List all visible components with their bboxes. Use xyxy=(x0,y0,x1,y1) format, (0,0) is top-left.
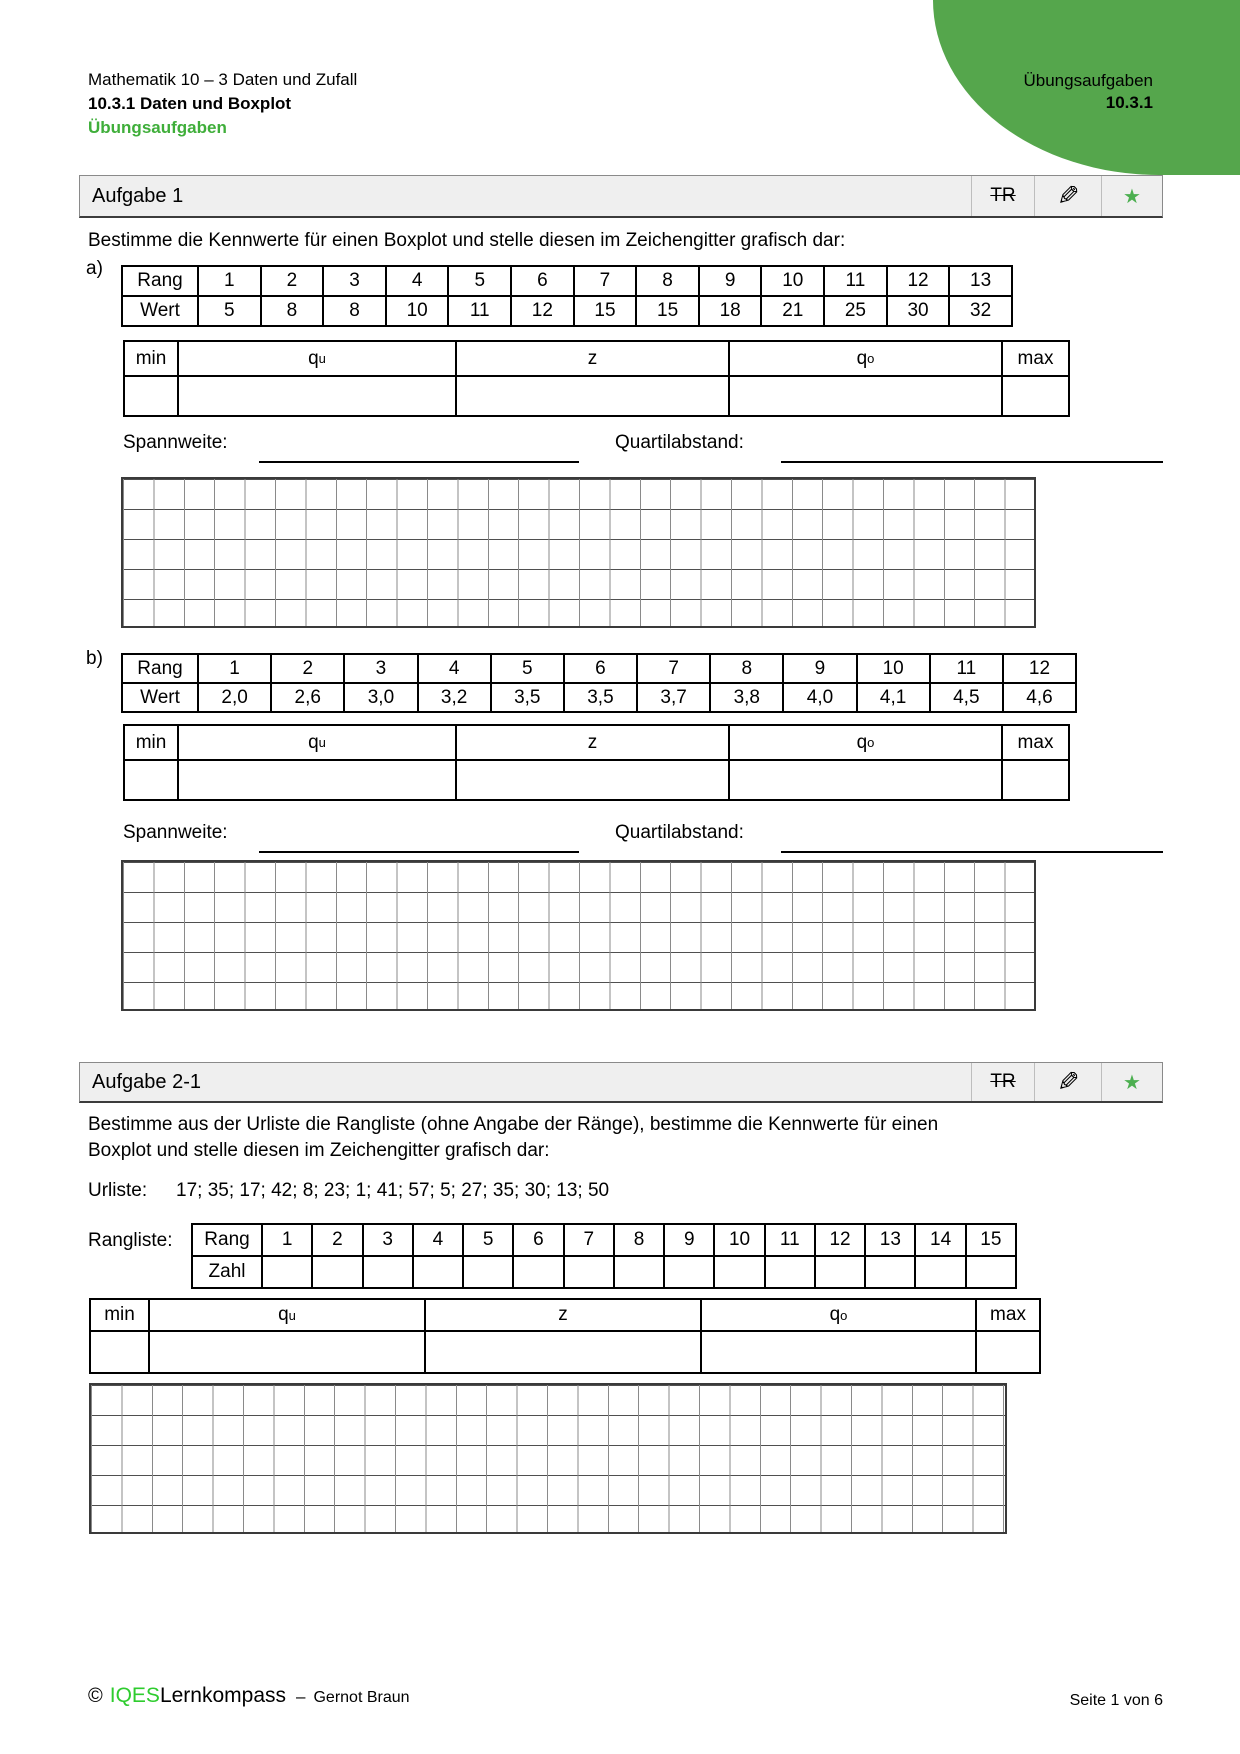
task1-bar xyxy=(79,175,1163,218)
qu-header: q u xyxy=(179,726,457,759)
rang-header: Rang xyxy=(193,1225,263,1255)
rang-cell: 4 xyxy=(419,655,492,682)
urliste-label: Urliste: xyxy=(88,1180,148,1201)
z-header: z xyxy=(457,342,730,375)
wert-cell: 15 xyxy=(637,297,700,325)
rang-cell: 5 xyxy=(464,1225,514,1255)
wert-cell: 15 xyxy=(575,297,638,325)
zahl-answer-cell xyxy=(464,1257,514,1287)
rang-cell: 10 xyxy=(858,655,931,682)
table-row xyxy=(123,295,1011,325)
rang-cell: 11 xyxy=(931,655,1004,682)
wert-cell: 3,5 xyxy=(492,684,565,711)
quartilabstand-label-b: Quartilabstand: xyxy=(615,822,744,843)
page-header xyxy=(88,68,357,140)
rang-cell: 10 xyxy=(715,1225,765,1255)
task2-intro-line1: Bestimme aus der Urliste die Rangliste (ohne Angabe der Ränge), bestimme die Kennwerte für einen xyxy=(88,1114,939,1135)
max-answer-cell xyxy=(977,1332,1039,1372)
qu-answer-cell xyxy=(150,1332,426,1372)
table-row xyxy=(123,267,1011,295)
page-number: Seite 1 von 6 xyxy=(1069,1692,1163,1709)
zahl-answer-cell xyxy=(766,1257,816,1287)
wert-cell: 3,5 xyxy=(565,684,638,711)
z-answer-cell xyxy=(426,1332,702,1372)
min-header: min xyxy=(125,726,179,759)
rang-cell: 3 xyxy=(324,267,387,295)
rang-cell: 2 xyxy=(262,267,325,295)
wert-cell: 2,6 xyxy=(272,684,345,711)
rang-cell: 8 xyxy=(637,267,700,295)
rang-cell: 1 xyxy=(263,1225,313,1255)
task2-title: Aufgabe 2-1 xyxy=(92,1070,201,1093)
tr-label: TR xyxy=(990,1071,1016,1092)
wert-cell: 30 xyxy=(888,297,951,325)
zahl-answer-cell xyxy=(615,1257,665,1287)
rang-cell: 14 xyxy=(916,1225,966,1255)
rang-cell: 5 xyxy=(449,267,512,295)
footer-author: Gernot Braun xyxy=(313,1689,410,1706)
wert-cell: 32 xyxy=(970,300,992,321)
wert-cell: 25 xyxy=(825,297,888,325)
zahl-answer-cell xyxy=(665,1257,715,1287)
wert-cell: 8 xyxy=(262,297,325,325)
kennwerte-header-row xyxy=(125,726,1068,761)
zahl-answer-cell xyxy=(313,1257,363,1287)
table-row xyxy=(193,1225,1015,1255)
rang-cell: 8 xyxy=(615,1225,665,1255)
pencil-icon: ✎ xyxy=(1034,1063,1101,1101)
task1-title: Aufgabe 1 xyxy=(92,184,184,207)
part-b-label: b) xyxy=(86,648,103,669)
table-row xyxy=(123,682,1075,711)
rang-cell: 7 xyxy=(565,1225,615,1255)
rang-cell: 3 xyxy=(345,655,418,682)
zahl-answer-cell xyxy=(866,1257,916,1287)
wert-cell: 11 xyxy=(449,297,512,325)
rang-cell: 8 xyxy=(711,655,784,682)
no-calculator-badge xyxy=(971,1063,1034,1101)
wert-cell: 4,1 xyxy=(858,684,931,711)
drawing-grid-task2 xyxy=(89,1383,1007,1534)
quartilabstand-label-a: Quartilabstand: xyxy=(615,432,744,453)
wert-cell: 3,2 xyxy=(419,684,492,711)
wert-cell: 10 xyxy=(387,297,450,325)
kennwerte-answer-row xyxy=(125,761,1068,799)
rang-cell: 1 xyxy=(199,655,272,682)
rang-header: Rang xyxy=(123,267,199,295)
quartilabstand-answer-line-a xyxy=(781,461,1163,463)
rang-cell: 12 xyxy=(1028,657,1051,679)
min-answer-cell xyxy=(125,377,179,415)
rang-cell: 12 xyxy=(888,267,951,295)
min-header: min xyxy=(91,1300,150,1330)
rang-cell: 4 xyxy=(387,267,450,295)
zahl-answer-cell xyxy=(816,1257,866,1287)
wert-cell: 4,5 xyxy=(931,684,1004,711)
zahl-answer-cell xyxy=(364,1257,414,1287)
min-answer-cell xyxy=(125,761,179,799)
no-calculator-badge xyxy=(971,176,1034,216)
rang-cell: 11 xyxy=(825,267,888,295)
rang-cell: 5 xyxy=(492,655,565,682)
rang-cell: 4 xyxy=(414,1225,464,1255)
rang-cell: 3 xyxy=(364,1225,414,1255)
z-header: z xyxy=(457,726,730,759)
rang-cell: 12 xyxy=(816,1225,866,1255)
table-a xyxy=(121,265,1013,327)
qu-header: q u xyxy=(150,1300,426,1330)
difficulty-star-icon: ★ xyxy=(1101,176,1162,216)
z-answer-cell xyxy=(457,761,730,799)
max-answer-cell xyxy=(1003,377,1068,415)
header-type: Übungsaufgaben xyxy=(88,118,227,137)
kennwerte-table-task2 xyxy=(89,1298,1041,1374)
qo-answer-cell xyxy=(702,1332,977,1372)
quartilabstand-answer-line-b xyxy=(781,851,1163,853)
rang-cell: 9 xyxy=(784,655,857,682)
pencil-icon: ✎ xyxy=(1034,176,1101,216)
footer-brand xyxy=(88,1684,410,1708)
iqes-logo: IQES xyxy=(109,1684,160,1707)
qu-header: q u xyxy=(179,342,457,375)
zahl-answer-cell xyxy=(414,1257,464,1287)
qu-answer-cell xyxy=(179,761,457,799)
min-header: min xyxy=(125,342,179,375)
wert-cell: 8 xyxy=(324,297,387,325)
task2-intro-line2: Boxplot und stelle diesen im Zeichengitter grafisch dar: xyxy=(88,1140,550,1161)
qo-header: q o xyxy=(730,726,1003,759)
max-header: max xyxy=(1017,731,1054,753)
difficulty-star-icon: ★ xyxy=(1101,1063,1162,1101)
lernkompass-logo: Lernkompass xyxy=(159,1684,286,1707)
spannweite-label-b: Spannweite: xyxy=(123,822,228,843)
kennwerte-answer-row xyxy=(91,1332,1039,1372)
rang-header: Rang xyxy=(123,655,199,682)
max-header: max xyxy=(1017,347,1054,369)
task2-bar xyxy=(79,1062,1163,1103)
zahl-answer-cell xyxy=(916,1257,966,1287)
drawing-grid-b xyxy=(121,860,1036,1011)
qo-answer-cell xyxy=(730,761,1003,799)
qu-answer-cell xyxy=(179,377,457,415)
z-answer-cell xyxy=(457,377,730,415)
table-b xyxy=(121,653,1077,713)
task1-intro: Bestimme die Kennwerte für einen Boxplot und stelle diesen im Zeichengitter grafisch dar: xyxy=(88,230,846,251)
footer-separator: – xyxy=(296,1687,306,1706)
max-answer-cell xyxy=(1003,761,1068,799)
header-course: Mathematik 10 – 3 Daten und Zufall xyxy=(88,70,358,89)
rang-cell: 15 xyxy=(980,1229,1002,1250)
kennwerte-header-row xyxy=(91,1300,1039,1332)
wert-cell: 4,0 xyxy=(784,684,857,711)
wert-header: Wert xyxy=(123,684,199,711)
rang-cell: 2 xyxy=(313,1225,363,1255)
spannweite-answer-line-b xyxy=(259,851,579,853)
zahl-answer-cell xyxy=(514,1257,564,1287)
qo-header: q o xyxy=(702,1300,977,1330)
qo-header: q o xyxy=(730,342,1003,375)
rang-cell: 13 xyxy=(970,270,992,291)
spannweite-answer-line-a xyxy=(259,461,579,463)
zahl-answer-cell xyxy=(565,1257,615,1287)
wert-cell: 18 xyxy=(700,297,763,325)
rang-cell: 13 xyxy=(866,1225,916,1255)
rangliste-label: Rangliste: xyxy=(88,1230,173,1251)
min-answer-cell xyxy=(91,1332,150,1372)
tr-label: TR xyxy=(990,185,1016,206)
max-header: max xyxy=(990,1304,1026,1325)
spannweite-label-a: Spannweite: xyxy=(123,432,228,453)
qo-answer-cell xyxy=(730,377,1003,415)
wert-cell: 5 xyxy=(199,297,262,325)
rang-cell: 10 xyxy=(762,267,825,295)
rangliste-table xyxy=(191,1223,1017,1289)
corner-section-number: 10.3.1 xyxy=(1105,93,1153,112)
corner-subtitle: Übungsaufgaben xyxy=(1023,71,1153,90)
wert-cell: 4,6 xyxy=(1026,686,1053,708)
rang-cell: 7 xyxy=(638,655,711,682)
copyright-icon: © xyxy=(88,1685,103,1707)
kennwerte-table-a xyxy=(123,340,1070,417)
wert-cell: 12 xyxy=(512,297,575,325)
corner-tab xyxy=(933,0,1240,175)
kennwerte-table-b xyxy=(123,724,1070,801)
rang-cell: 6 xyxy=(512,267,575,295)
rang-cell: 6 xyxy=(565,655,638,682)
rang-cell: 9 xyxy=(665,1225,715,1255)
header-chapter: 10.3.1 Daten und Boxplot xyxy=(88,94,292,113)
rang-cell: 6 xyxy=(514,1225,564,1255)
wert-cell: 3,0 xyxy=(345,684,418,711)
wert-header: Wert xyxy=(123,297,199,325)
rang-cell: 9 xyxy=(700,267,763,295)
rang-cell: 11 xyxy=(766,1225,816,1255)
rang-cell: 2 xyxy=(272,655,345,682)
zahl-header: Zahl xyxy=(193,1257,263,1287)
part-a-label: a) xyxy=(86,258,103,279)
kennwerte-answer-row xyxy=(125,377,1068,415)
wert-cell: 2,0 xyxy=(199,684,272,711)
table-row xyxy=(193,1255,1015,1287)
zahl-answer-cell xyxy=(263,1257,313,1287)
table-row xyxy=(123,655,1075,682)
z-header: z xyxy=(426,1300,702,1330)
zahl-answer-cell xyxy=(967,1257,1015,1287)
kennwerte-header-row xyxy=(125,342,1068,377)
wert-cell: 21 xyxy=(762,297,825,325)
rang-cell: 7 xyxy=(575,267,638,295)
wert-cell: 3,7 xyxy=(638,684,711,711)
drawing-grid-a xyxy=(121,477,1036,628)
wert-cell: 3,8 xyxy=(711,684,784,711)
rang-cell: 1 xyxy=(199,267,262,295)
urliste-values: 17; 35; 17; 42; 8; 23; 1; 41; 57; 5; 27; 35; 30; 13; 50 xyxy=(176,1180,610,1201)
zahl-answer-cell xyxy=(715,1257,765,1287)
